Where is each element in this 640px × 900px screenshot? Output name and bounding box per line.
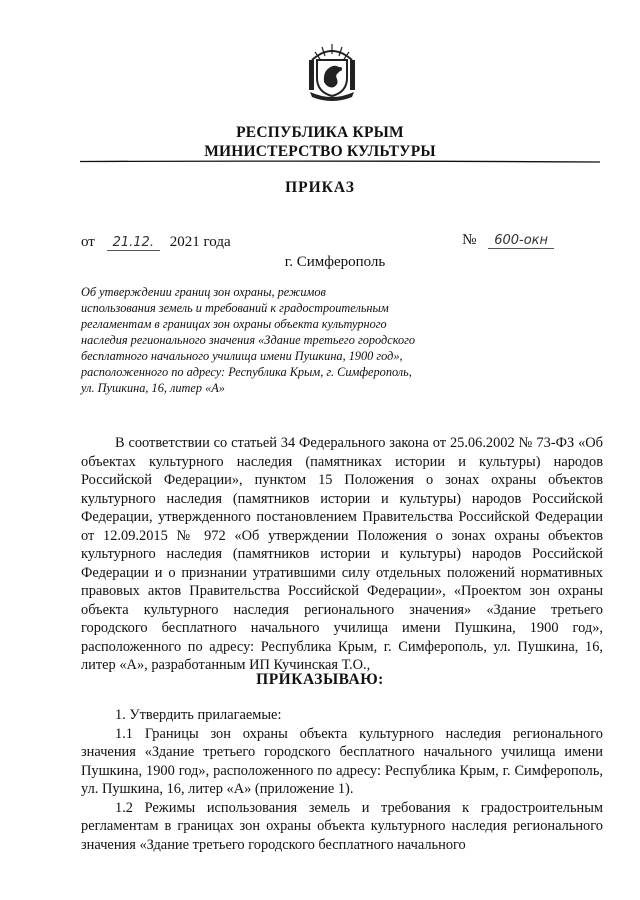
date-prefix: от [81, 234, 95, 250]
header-divider [80, 160, 600, 163]
document-number [462, 232, 560, 249]
number-handwritten: 600-окн [488, 234, 554, 249]
preamble [81, 434, 603, 675]
order-items [81, 706, 603, 854]
order-item: 1.2 Режимы использования земель и требования к градостроительным регламентам в границах зон охраны объекта культурного наследия регионального значения «Здание третьего городского бесплатного начального [81, 799, 603, 853]
subject-line: расположенного по адресу: Республика Крым, г. Симферополь, [81, 365, 412, 379]
date-handwritten: 21.12. [107, 236, 160, 251]
number-prefix: № [462, 232, 477, 248]
crimea-coat-of-arms-icon [304, 40, 360, 102]
order-item: 1.1 Границы зон охраны объекта культурного наследия регионального значения «Здание третьего городского бесплатного начального училища имени Пушкина, 1900 год», расположенного по адресу: Республика Крым, г. Симферополь, ул. Пушкина, 16, литер «А» (приложение 1). [81, 725, 603, 797]
order-item: 1. Утвердить прилагаемые: [115, 707, 282, 723]
decree-heading: ПРИКАЗЫВАЮ: [256, 671, 384, 688]
subject-line: использования земель и требований к градостроительным [81, 301, 389, 315]
subject-line: регламентам в границах зон охраны объекта культурного [81, 317, 387, 331]
header-ministry: МИНИСТЕРСТВО КУЛЬТУРЫ [204, 143, 436, 160]
subject-line: бесплатного начального училища имени Пушкина, 1900 год», [81, 349, 403, 363]
document-title: ПРИКАЗ [285, 179, 355, 196]
document-date [81, 234, 231, 251]
subject-line: ул. Пушкина, 16, литер «А» [81, 381, 225, 395]
date-year: 2021 года [169, 234, 231, 250]
header-republic: РЕСПУБЛИКА КРЫМ [236, 124, 404, 141]
document-subject [81, 284, 421, 396]
document-city: г. Симферополь [284, 254, 386, 270]
ministry-header [0, 123, 640, 161]
subject-line: наследия регионального значения «Здание третьего городского [81, 333, 416, 347]
subject-line: Об утверждении границ зон охраны, режимов [81, 285, 326, 299]
preamble-paragraph: В соответствии со статьей 34 Федерального закона от 25.06.2002 № 73-ФЗ «Об объектах культурного наследия (памятниках истории и культуры) народов Российской Федерации», пунктом 15 Положения о зонах охраны объектов культурного наследия (памятников истории и культуры) народов Российской Федерации, утвержденного постановлением Правительства Российской Федерации от 12.09.2015 № 972 «Об утверждении Положения о зонах охраны объектов культурного наследия (памятников истории и культуры) народов Российской Федерации и о признании утратившими силу отдельных положений нормативных правовых актов Правительства Российской Федерации», «Проектом зон охраны объекта культурного наследия регионального значения» «Здание третьего городского бесплатного начального училища имени Пушкина, 1900 год», расположенного по адресу: Республика Крым, г. Симферополь, ул. Пушкина, 16, литер «А», разработанным ИП Кучинская Т.О., [81, 435, 603, 673]
